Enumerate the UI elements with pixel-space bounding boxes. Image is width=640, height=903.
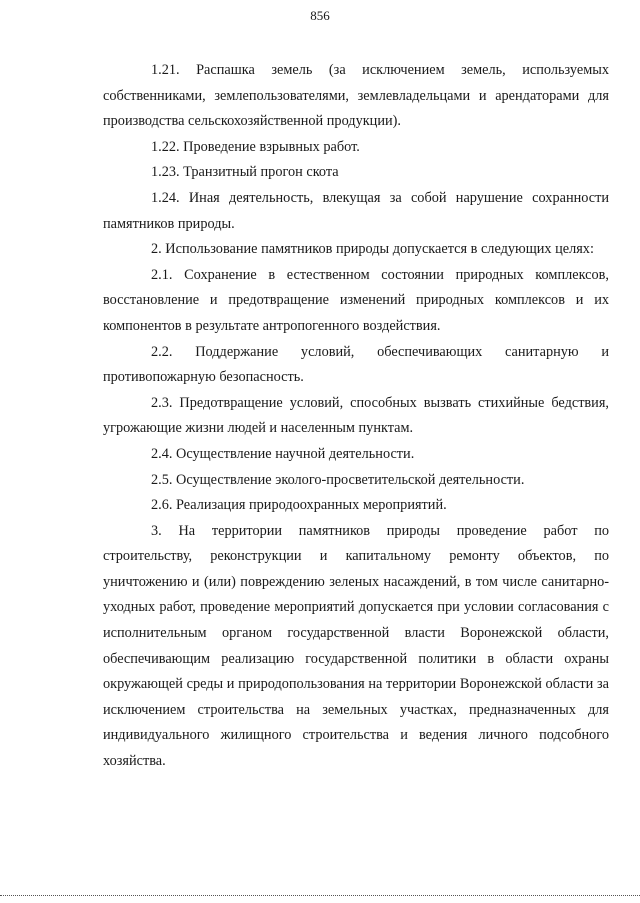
paragraph-2-5: 2.5. Осуществление эколого-просветительской деятельности. xyxy=(151,471,525,488)
page-number: 856 xyxy=(310,8,330,23)
document-body xyxy=(103,58,609,775)
paragraph-2-3: 2.3. Предотвращение условий, способных вызвать стихийные бедствия, угрожающие жизни людей и населенным пунктам. xyxy=(103,394,609,437)
paragraph-2-1: 2.1. Сохранение в естественном состоянии природных комплексов, восстановление и предотвращение изменений природных комплексов и их компонентов в результате антропогенного воздействия. xyxy=(103,266,609,334)
paragraph-1-21: 1.21. Распашка земель (за исключением земель, используемых собственниками, землепользователями, землевладельцами и арендаторами для производства сельскохозяйственной продукции). xyxy=(103,62,609,130)
paragraph-2-4: 2.4. Осуществление научной деятельности. xyxy=(151,445,415,462)
paragraph-1-22: 1.22. Проведение взрывных работ. xyxy=(151,138,360,155)
paragraph-2: 2. Использование памятников природы допускается в следующих целях: xyxy=(151,241,594,258)
scan-bottom-edge xyxy=(0,895,640,896)
paragraph-2-2: 2.2. Поддержание условий, обеспечивающих санитарную и противопожарную безопасность. xyxy=(103,343,609,386)
paragraph-3: 3. На территории памятников природы проведение работ по строительству, реконструкции и капитальному ремонту объектов, по уничтожению и (или) повреждению зеленых насаждений, в том числе санитарно-уходных работ, проведение мероприятий допускается при условии согласования с исполнительным органом государственной власти Воронежской области, обеспечивающим реализацию государственной политики в области охраны окружающей среды и природопользования на территории Воронежской области за исключением строительства на земельных участках, предназначенных для индивидуального жилищного строительства и ведения личного подсобного хозяйства. xyxy=(103,522,609,770)
paragraph-1-24: 1.24. Иная деятельность, влекущая за собой нарушение сохранности памятников природы. xyxy=(103,189,609,232)
paragraph-1-23: 1.23. Транзитный прогон скота xyxy=(151,164,339,181)
paragraph-2-6: 2.6. Реализация природоохранных мероприятий. xyxy=(151,497,447,514)
